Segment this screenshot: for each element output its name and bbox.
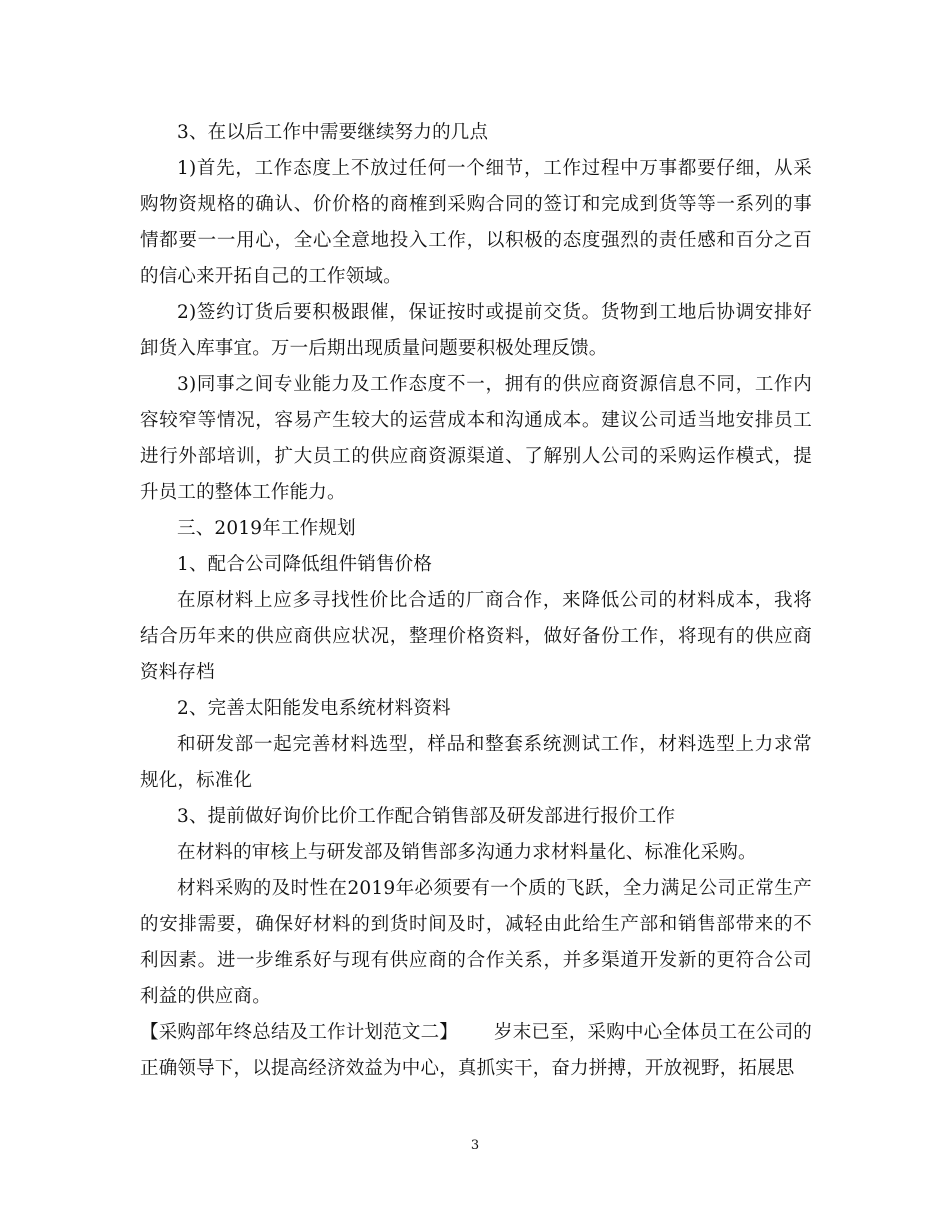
subheading-reduce-price: 1、配合公司降低组件销售价格 [177, 554, 433, 575]
paragraph-material-review: 在材料的审核上与研发部及销售部多沟通力求材料量化、标准化采购。 [177, 842, 757, 863]
sample-two-text: 岁末已至，采购中心全体员工在公司的正确领导下，以提高经济效益为中心，真抓实干，奋力拼搏，开放视野，拓展思 [140, 1022, 812, 1079]
document-body [140, 115, 812, 1087]
sample-two-heading: 【采购部年终总结及工作计划范文二】 [140, 1022, 458, 1043]
subheading-solar-materials: 2、完善太阳能发电系统材料资料 [177, 698, 451, 719]
paragraph-attitude: 1)首先，工作态度上不放过任何一个细节，工作过程中万事都要仔细，从采购物资规格的确认、价价格的商榷到采购合同的签订和完成到货等等一系列的事情都要一一用心，全心全意地投入工作，以积极的态度强烈的责任感和百分之百的信心来开拓自己的工作领域。 [140, 158, 812, 287]
subheading-inquiry-quotation: 3、提前做好询价比价工作配合销售部及研发部进行报价工作 [177, 806, 676, 827]
paragraph-sample-two [140, 1015, 812, 1087]
paragraph-follow-up: 2)签约订货后要积极跟催，保证按时或提前交货。货物到工地后协调安排好卸货入库事宜。万一后期出现质量问题要积极处理反馈。 [140, 302, 812, 359]
paragraph-timeliness: 材料采购的及时性在2019年必须要有一个质的飞跃，全力满足公司正常生产的安排需要，确保好材料的到货时间及时，减轻由此给生产部和销售部带来的不利因素。进一步维系好与现有供应商的合作关系，并多渠道开发新的更符合公司利益的供应商。 [140, 878, 812, 1007]
paragraph-material-selection: 和研发部一起完善材料选型，样品和整套系统测试工作，材料选型上力求常规化，标准化 [140, 734, 812, 791]
paragraph-raw-materials: 在原材料上应多寻找性价比合适的厂商合作，来降低公司的材料成本，我将结合历年来的供应商供应状况，整理价格资料，做好备份工作，将现有的供应商资料存档 [140, 590, 812, 683]
section-heading-2019-plan: 三、2019年工作规划 [177, 518, 356, 539]
paragraph-training: 3)同事之间专业能力及工作态度不一，拥有的供应商资源信息不同，工作内容较窄等情况，容易产生较大的运营成本和沟通成本。建议公司适当地安排员工进行外部培训，扩大员工的供应商资源渠道、了解别人公司的采购运作模式，提升员工的整体工作能力。 [140, 374, 812, 503]
page-number: 3 [470, 1138, 480, 1153]
subheading-continue-efforts: 3、在以后工作中需要继续努力的几点 [177, 122, 489, 143]
